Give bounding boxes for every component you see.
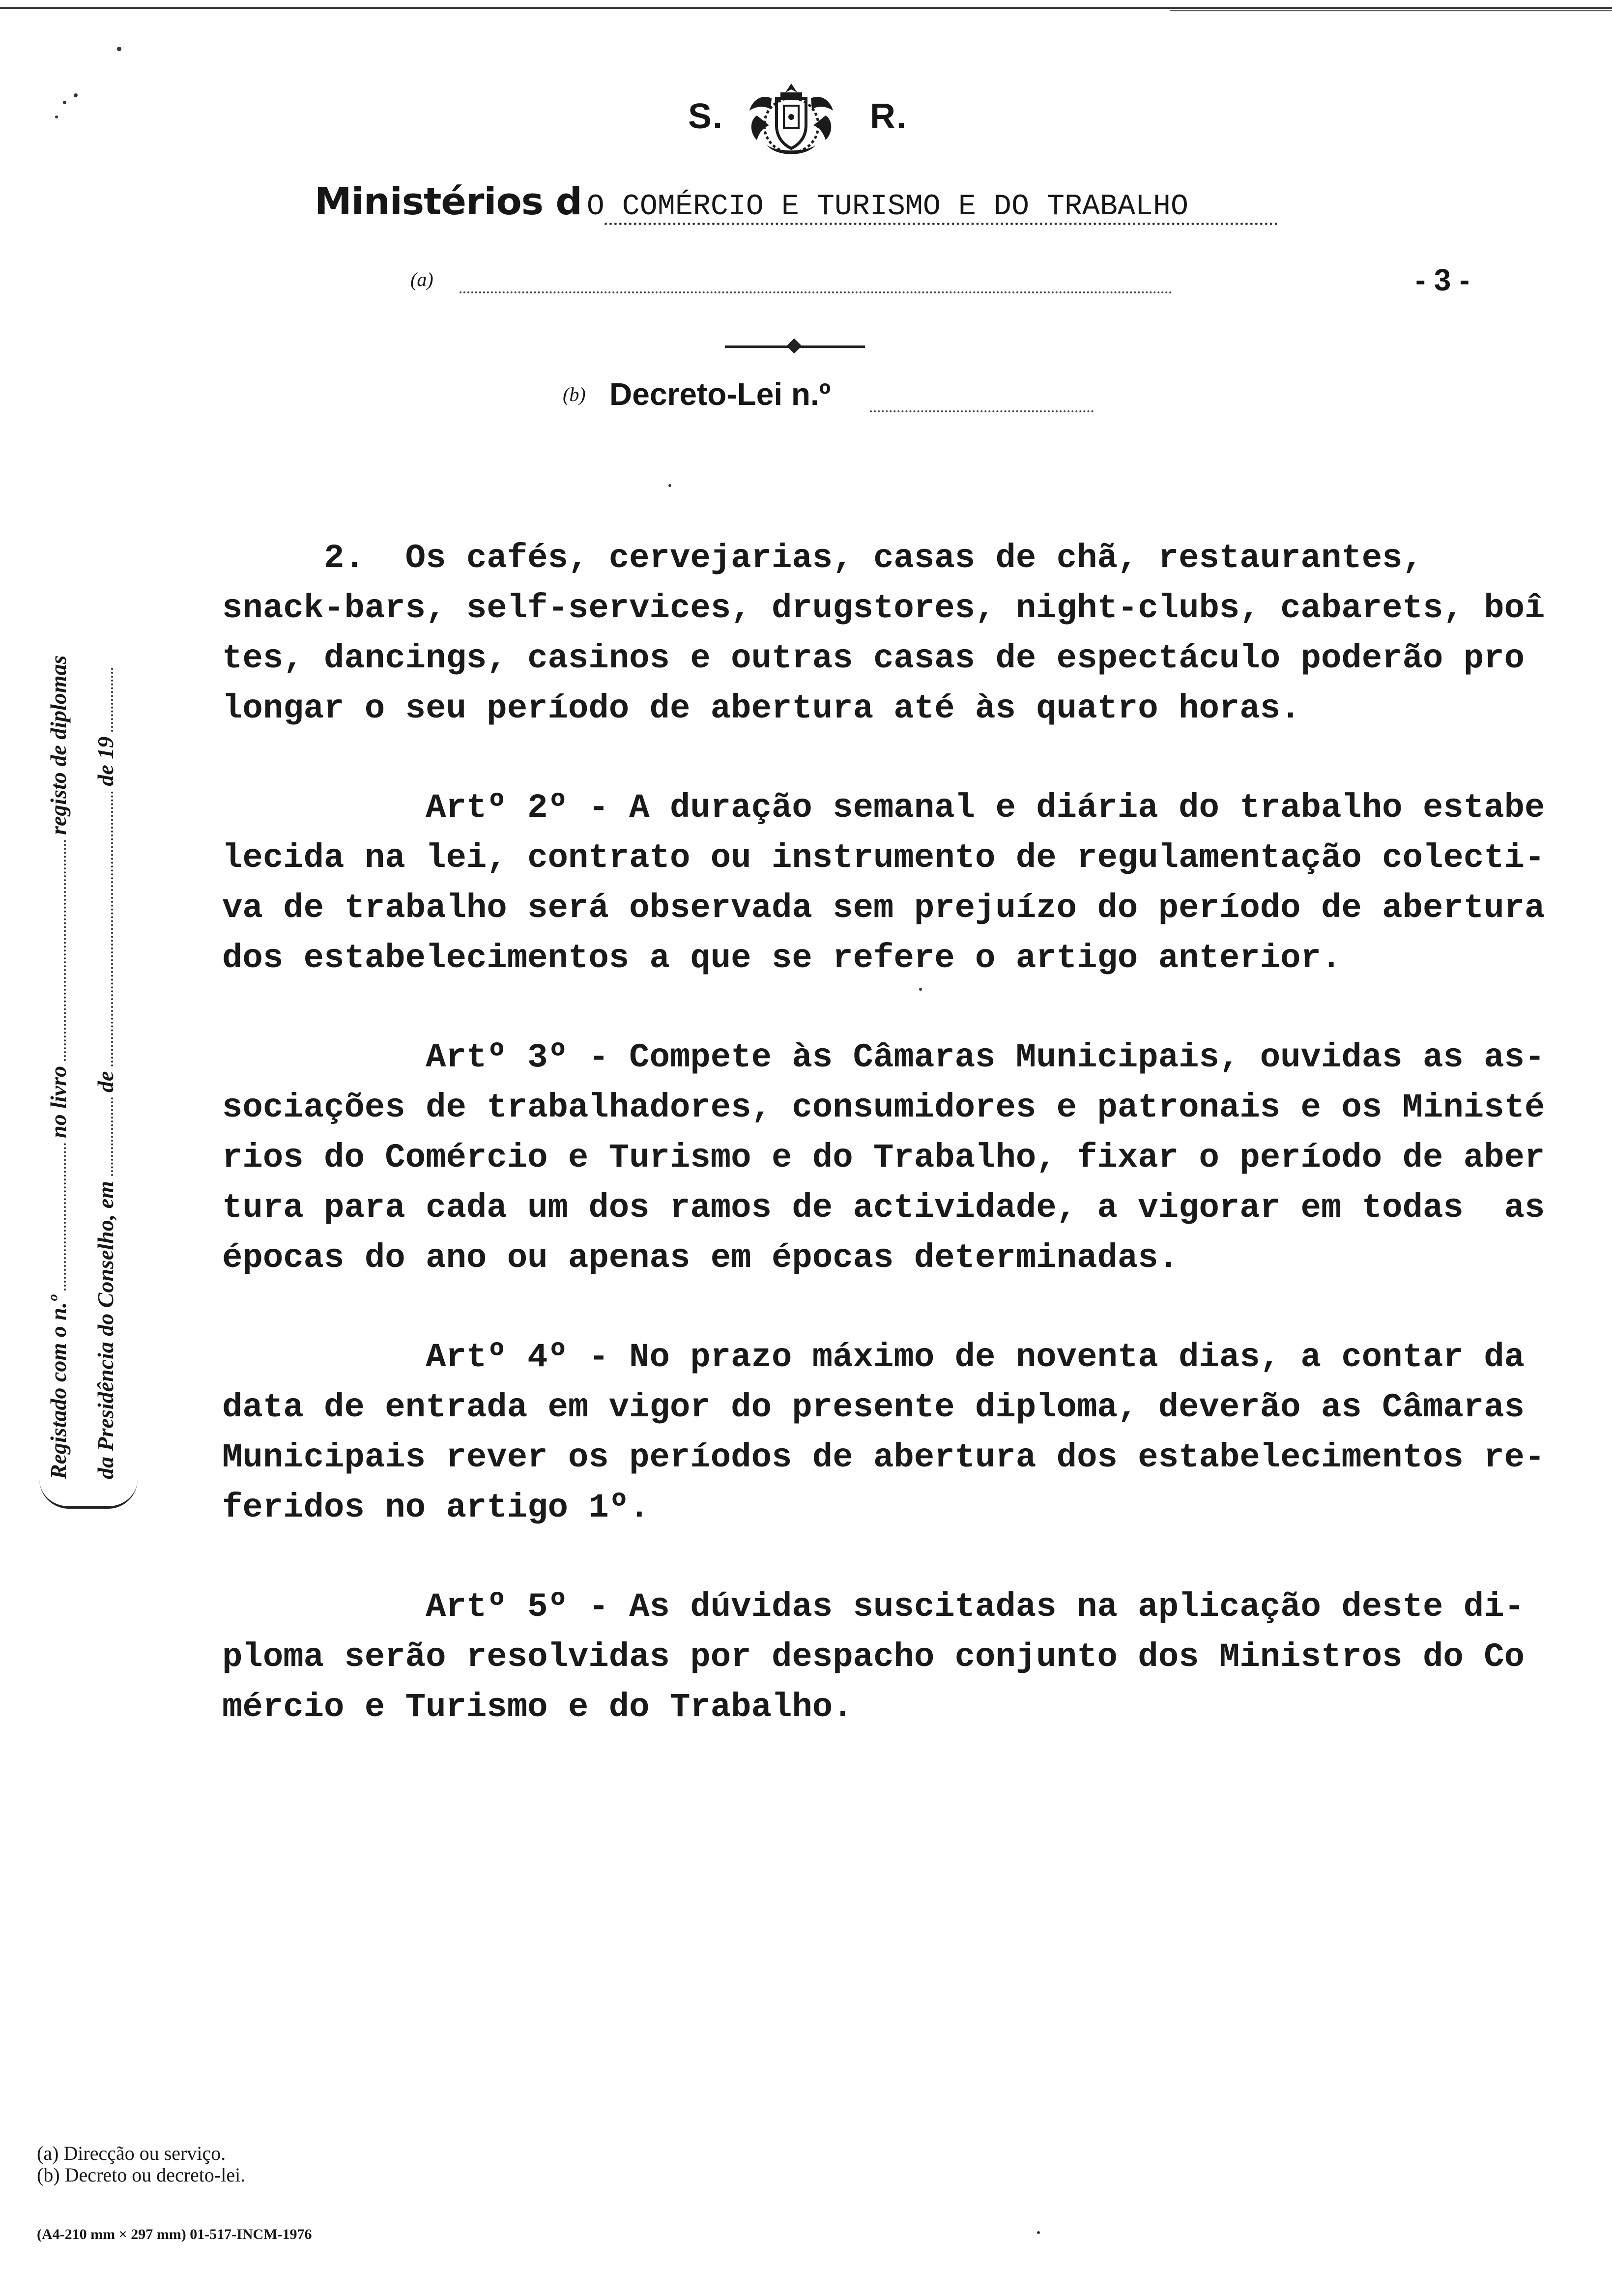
paragraph-line: ploma serão resolvidas por despacho conjunto dos Ministros do Co xyxy=(222,1638,1525,1676)
paragraph-line: Artº 2º - A duração semanal e diária do trabalho estabe xyxy=(222,789,1545,827)
paragraph xyxy=(222,533,1545,734)
paragraph-line: mércio e Turismo e do Trabalho. xyxy=(222,1688,853,1726)
decree-field-dotted-line xyxy=(870,410,1094,412)
header-letter-r: R. xyxy=(870,97,907,136)
paragraph-line: tura para cada um dos ramos de actividade, a vigorar em todas as xyxy=(222,1189,1545,1227)
paragraph xyxy=(222,783,1545,983)
scan-speck xyxy=(919,988,922,991)
paragraph-line: sociações de trabalhadores, consumidores e patronais e os Ministé xyxy=(222,1089,1545,1127)
paragraph-line: dos estabelecimentos a que se refere o artigo anterior. xyxy=(222,939,1342,977)
decree-field xyxy=(563,376,1025,420)
direction-field-dotted-line xyxy=(460,291,1172,293)
ministry-dotted-line xyxy=(604,223,1278,225)
paragraph-line: snack-bars, self-services, drugstores, night-clubs, cabarets, boî xyxy=(222,589,1545,628)
direction-field-label: (a) xyxy=(410,268,433,290)
paragraph-line: va de trabalho será observada sem prejuízo do período de abertura xyxy=(222,889,1545,927)
decree-field-text: Decreto-Lei n.º xyxy=(609,376,831,412)
paragraph-line: longar o seu período de abertura até às quatro horas. xyxy=(222,689,1301,728)
ministry-heading xyxy=(315,179,1297,233)
registry-line-2-label: da Presidência do Conselho, em xyxy=(93,1181,118,1479)
paragraph-line: épocas do ano ou apenas em épocas determinadas. xyxy=(222,1239,1179,1277)
scan-speck xyxy=(55,115,58,118)
registry-line-1-diplomas: registo de diplomas xyxy=(46,655,71,835)
footnote-b: (b) Decreto ou decreto-lei. xyxy=(37,2164,246,2186)
scan-speck xyxy=(1037,2231,1040,2234)
page-number: - 3 - xyxy=(1415,263,1470,297)
ministry-heading-name: O COMÉRCIO E TURISMO E DO TRABALHO xyxy=(586,190,1188,224)
header-seal-row xyxy=(0,79,1612,162)
paragraph xyxy=(222,1332,1545,1533)
top-rule-secondary xyxy=(1170,10,1612,11)
diamond-icon xyxy=(786,338,802,353)
scan-speck xyxy=(117,47,121,51)
printer-imprint: (A4-210 mm × 297 mm) 01-517-INCM-1976 xyxy=(37,2226,312,2242)
registry-margin xyxy=(34,590,147,1509)
paragraph-line: 2. Os cafés, cervejarias, casas de chã, restaurantes, xyxy=(222,539,1423,577)
paragraph-line: Artº 3º - Compete às Câmaras Municipais, ouvidas as as- xyxy=(222,1038,1545,1077)
direction-field xyxy=(410,268,1172,302)
ornamental-divider xyxy=(725,339,865,354)
footnote-a: (a) Direcção ou serviço. xyxy=(37,2142,226,2164)
paragraph-line: feridos no artigo 1º. xyxy=(222,1489,650,1527)
registry-line-2 xyxy=(92,663,118,1479)
footnotes xyxy=(37,2143,245,2186)
registry-line-2-de: de xyxy=(93,1071,118,1093)
paragraph xyxy=(222,1582,1525,1732)
paragraph-line: Artº 5º - As dúvidas suscitadas na aplicação deste di- xyxy=(222,1588,1525,1626)
top-rule xyxy=(0,7,1612,9)
document-body xyxy=(222,533,1545,1732)
registry-brace xyxy=(39,1477,138,1509)
ministry-heading-prefix: Ministérios d xyxy=(315,179,582,223)
paragraph-line: tes, dancings, casinos e outras casas de espectáculo poderão pro xyxy=(222,639,1525,678)
registry-line-1-label: Registado com o n.º xyxy=(46,1295,71,1479)
paragraph-line: data de entrada em vigor do presente diploma, deverão as Câmaras xyxy=(222,1388,1525,1427)
paragraph-line: lecida na lei, contrato ou instrumento de regulamentação colecti- xyxy=(222,839,1545,877)
header-letter-s: S. xyxy=(688,97,724,136)
scan-speck xyxy=(63,101,66,104)
scan-speck xyxy=(74,93,78,97)
scan-speck xyxy=(668,484,671,487)
decree-field-label: (b) xyxy=(563,383,586,405)
registry-line-1 xyxy=(45,655,71,1479)
paragraph xyxy=(222,1033,1545,1283)
paragraph-line: Municipais rever os períodos de abertura dos estabelecimentos re- xyxy=(222,1438,1545,1477)
coat-of-arms-seal-icon xyxy=(742,79,840,162)
registry-line-1-book: no livro xyxy=(46,1065,71,1138)
paragraph-line: rios do Comércio e Turismo e do Trabalho, fixar o período de aber xyxy=(222,1139,1545,1177)
paragraph-line: Artº 4º - No prazo máximo de noventa dias, a contar da xyxy=(222,1338,1525,1377)
registry-line-2-year: de 19 xyxy=(93,736,118,786)
